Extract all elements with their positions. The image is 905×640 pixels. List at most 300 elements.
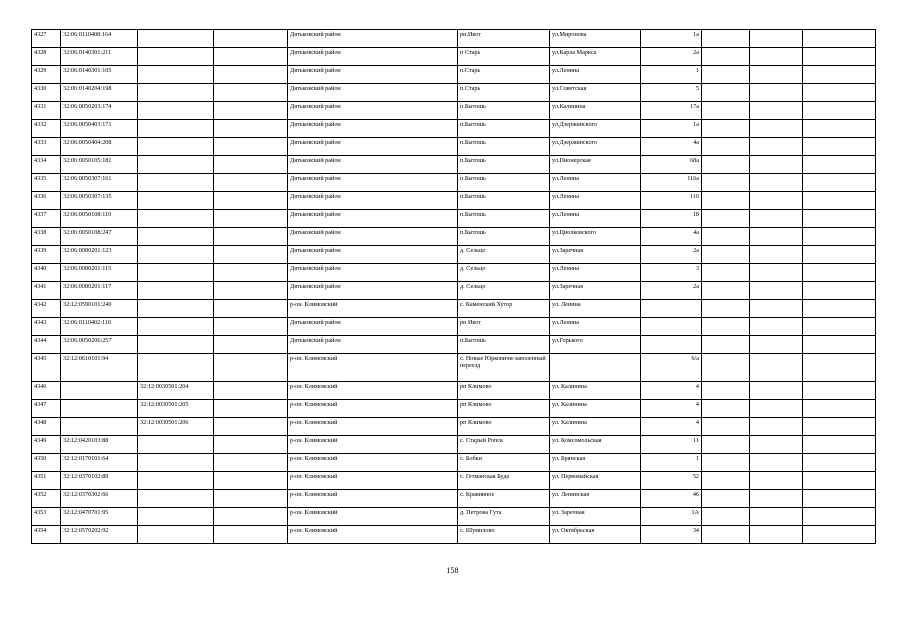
cell-empty xyxy=(214,66,288,84)
cell-empty xyxy=(803,382,876,400)
cell-empty xyxy=(214,508,288,526)
cell-empty xyxy=(803,102,876,120)
cell-street: ул.Ленина xyxy=(550,174,641,192)
cell-street: ул.Ленина xyxy=(550,210,641,228)
cell-cadastral-number-alt xyxy=(138,282,214,300)
table-row xyxy=(32,246,876,264)
cell-empty xyxy=(803,138,876,156)
property-registry-table xyxy=(31,29,876,544)
table-row xyxy=(32,400,876,418)
cell-row-number: 4345 xyxy=(32,354,61,382)
cell-empty xyxy=(214,30,288,48)
cell-street: ул. Калинина xyxy=(550,418,641,436)
cell-empty xyxy=(803,472,876,490)
cell-cadastral-number-alt xyxy=(138,454,214,472)
cell-empty xyxy=(750,210,803,228)
cell-cadastral-number-alt xyxy=(138,66,214,84)
cell-district: р-он. Климовский xyxy=(288,400,458,418)
cell-cadastral-number: 32:06:0050307:161 xyxy=(61,174,138,192)
cell-locality: п.Бытошь xyxy=(458,156,550,174)
cell-empty xyxy=(214,156,288,174)
table-row xyxy=(32,490,876,508)
cell-cadastral-number-alt xyxy=(138,264,214,282)
cell-empty xyxy=(702,508,750,526)
cell-empty xyxy=(214,300,288,318)
cell-cadastral-number-alt xyxy=(138,156,214,174)
cell-empty xyxy=(214,48,288,66)
cell-cadastral-number xyxy=(61,400,138,418)
cell-locality: п.Бытошь xyxy=(458,336,550,354)
cell-row-number: 4353 xyxy=(32,508,61,526)
cell-empty xyxy=(214,228,288,246)
cell-empty xyxy=(750,102,803,120)
cell-street: ул.Пионерская xyxy=(550,156,641,174)
table-row xyxy=(32,508,876,526)
cell-empty xyxy=(750,174,803,192)
cell-empty xyxy=(803,174,876,192)
table-row xyxy=(32,228,876,246)
cell-locality: д. Сельцо xyxy=(458,282,550,300)
cell-empty xyxy=(702,30,750,48)
cell-empty xyxy=(214,192,288,210)
cell-empty xyxy=(750,48,803,66)
cell-cadastral-number-alt xyxy=(138,228,214,246)
cell-locality: д. Петрова Гута xyxy=(458,508,550,526)
cell-locality: с. Гетманская Буда xyxy=(458,472,550,490)
cell-house-number xyxy=(641,318,702,336)
table-row xyxy=(32,418,876,436)
table-row xyxy=(32,210,876,228)
cell-row-number: 4339 xyxy=(32,246,61,264)
cell-empty xyxy=(750,336,803,354)
cell-empty xyxy=(750,30,803,48)
cell-empty xyxy=(214,318,288,336)
cell-empty xyxy=(803,156,876,174)
table-row xyxy=(32,156,876,174)
table-row xyxy=(32,454,876,472)
cell-empty xyxy=(750,120,803,138)
cell-cadastral-number: 32:06:0050108:110 xyxy=(61,210,138,228)
cell-empty xyxy=(214,436,288,454)
cell-cadastral-number: 32:06:0050403:171 xyxy=(61,120,138,138)
cell-empty xyxy=(214,336,288,354)
cell-locality: п Старь xyxy=(458,48,550,66)
cell-street: ул. Калинина xyxy=(550,382,641,400)
cell-district: Дятьковский район xyxy=(288,336,458,354)
cell-street: ул. Комсомольская xyxy=(550,436,641,454)
cell-empty xyxy=(702,192,750,210)
table-row xyxy=(32,120,876,138)
cell-cadastral-number-alt xyxy=(138,526,214,544)
cell-empty xyxy=(750,300,803,318)
table-row xyxy=(32,174,876,192)
cell-house-number: 116 xyxy=(641,192,702,210)
cell-house-number: 3 xyxy=(641,264,702,282)
cell-row-number: 4342 xyxy=(32,300,61,318)
cell-empty xyxy=(803,400,876,418)
cell-cadastral-number-alt xyxy=(138,318,214,336)
cell-cadastral-number-alt xyxy=(138,336,214,354)
cell-house-number xyxy=(641,336,702,354)
cell-cadastral-number-alt xyxy=(138,120,214,138)
cell-district: Дятьковский район xyxy=(288,318,458,336)
cell-row-number: 4354 xyxy=(32,526,61,544)
cell-street: ул.Ленина xyxy=(550,318,641,336)
cell-street: ул.Калинина xyxy=(550,102,641,120)
cell-locality: рп.Ивот xyxy=(458,30,550,48)
cell-empty xyxy=(803,282,876,300)
cell-district: р-он. Климовский xyxy=(288,454,458,472)
cell-district: р-он. Климовский xyxy=(288,382,458,400)
table-row xyxy=(32,30,876,48)
cell-row-number: 4331 xyxy=(32,102,61,120)
cell-house-number: 4 xyxy=(641,382,702,400)
cell-empty xyxy=(750,318,803,336)
cell-empty xyxy=(750,282,803,300)
cell-cadastral-number-alt: 32:12:0030501:205 xyxy=(138,400,214,418)
cell-house-number: 68а xyxy=(641,156,702,174)
cell-empty xyxy=(750,436,803,454)
table-row xyxy=(32,472,876,490)
cell-cadastral-number: 32:06:0050203:174 xyxy=(61,102,138,120)
cell-house-number: 4 xyxy=(641,400,702,418)
cell-cadastral-number: 32:12:0420103:88 xyxy=(61,436,138,454)
cell-street: ул. Октябрьская xyxy=(550,526,641,544)
cell-empty xyxy=(702,174,750,192)
cell-district: Дятьковский район xyxy=(288,102,458,120)
cell-row-number: 4335 xyxy=(32,174,61,192)
cell-empty xyxy=(803,354,876,382)
cell-locality: рп Ивот xyxy=(458,318,550,336)
cell-house-number: 1А xyxy=(641,508,702,526)
cell-cadastral-number-alt xyxy=(138,436,214,454)
cell-cadastral-number: 32:06:0050105:181 xyxy=(61,156,138,174)
table-row xyxy=(32,436,876,454)
cell-district: Дятьковский район xyxy=(288,30,458,48)
cell-empty xyxy=(803,84,876,102)
cell-house-number: 1 xyxy=(641,66,702,84)
cell-empty xyxy=(803,508,876,526)
cell-house-number: 2а xyxy=(641,246,702,264)
cell-empty xyxy=(214,400,288,418)
cell-street: ул.Заречная xyxy=(550,282,641,300)
cell-empty xyxy=(214,120,288,138)
cell-locality: п.Бытошь xyxy=(458,192,550,210)
cell-cadastral-number: 32:06:0050206:257 xyxy=(61,336,138,354)
cell-locality: с. Шумилово xyxy=(458,526,550,544)
cell-empty xyxy=(750,192,803,210)
cell-empty xyxy=(702,400,750,418)
cell-empty xyxy=(702,472,750,490)
table-row xyxy=(32,192,876,210)
cell-district: р-он. Климовский xyxy=(288,490,458,508)
cell-empty xyxy=(750,472,803,490)
cell-street: ул. Заречная xyxy=(550,508,641,526)
cell-row-number: 4346 xyxy=(32,382,61,400)
cell-cadastral-number: 32:12:0370102:89 xyxy=(61,472,138,490)
cell-cadastral-number-alt xyxy=(138,300,214,318)
cell-empty xyxy=(702,228,750,246)
cell-empty xyxy=(214,282,288,300)
cell-empty xyxy=(750,400,803,418)
cell-cadastral-number-alt xyxy=(138,472,214,490)
cell-empty xyxy=(750,508,803,526)
cell-district: р-он. Климовский xyxy=(288,508,458,526)
cell-row-number: 4330 xyxy=(32,84,61,102)
cell-street: ул.Дзержинского xyxy=(550,138,641,156)
cell-empty xyxy=(803,66,876,84)
cell-cadastral-number: 32:12:0170101:64 xyxy=(61,454,138,472)
cell-empty xyxy=(702,490,750,508)
cell-empty xyxy=(803,192,876,210)
cell-empty xyxy=(803,418,876,436)
cell-cadastral-number-alt xyxy=(138,354,214,382)
cell-row-number: 4347 xyxy=(32,400,61,418)
cell-locality: с. Кравивное xyxy=(458,490,550,508)
cell-district: Дятьковский район xyxy=(288,246,458,264)
cell-empty xyxy=(803,228,876,246)
cell-empty xyxy=(803,336,876,354)
cell-locality: с. Новые Юрковичи-заволенный переезд xyxy=(458,354,550,382)
cell-empty xyxy=(750,66,803,84)
cell-district: Дятьковский район xyxy=(288,282,458,300)
table-row xyxy=(32,382,876,400)
cell-cadastral-number: 32:06:0080201:115 xyxy=(61,264,138,282)
cell-empty xyxy=(214,472,288,490)
cell-row-number: 4338 xyxy=(32,228,61,246)
cell-cadastral-number-alt xyxy=(138,48,214,66)
cell-district: Дятьковский район xyxy=(288,156,458,174)
cell-locality: п.Старь xyxy=(458,84,550,102)
cell-street: ул. Калинина xyxy=(550,400,641,418)
cell-street: ул.Ленина xyxy=(550,66,641,84)
cell-row-number: 4348 xyxy=(32,418,61,436)
cell-district: Дятьковский район xyxy=(288,174,458,192)
table-body xyxy=(32,30,876,544)
cell-cadastral-number: 32:06:0140301:211 xyxy=(61,48,138,66)
cell-empty xyxy=(750,138,803,156)
cell-district: Дятьковский район xyxy=(288,66,458,84)
table-row xyxy=(32,526,876,544)
cell-empty xyxy=(702,382,750,400)
cell-street: ул.Горького xyxy=(550,336,641,354)
cell-cadastral-number: 32:12:0570202:92 xyxy=(61,526,138,544)
cell-locality: с. Старый Ропск xyxy=(458,436,550,454)
cell-district: р-он. Климовский xyxy=(288,472,458,490)
cell-cadastral-number xyxy=(61,418,138,436)
cell-street: ул.Карла Маркса xyxy=(550,48,641,66)
cell-empty xyxy=(702,318,750,336)
cell-empty xyxy=(214,102,288,120)
cell-locality: п.Бытошь xyxy=(458,174,550,192)
cell-locality: с. Бобки xyxy=(458,454,550,472)
cell-row-number: 4332 xyxy=(32,120,61,138)
table-row xyxy=(32,318,876,336)
cell-empty xyxy=(214,382,288,400)
cell-empty xyxy=(214,418,288,436)
cell-cadastral-number: 32:06:0080201:123 xyxy=(61,246,138,264)
table-row xyxy=(32,84,876,102)
cell-house-number: 46 xyxy=(641,490,702,508)
cell-house-number: 1 xyxy=(641,454,702,472)
cell-row-number: 4343 xyxy=(32,318,61,336)
cell-house-number: 2а xyxy=(641,48,702,66)
cell-street: ул. Первомайская xyxy=(550,472,641,490)
table-row xyxy=(32,354,876,382)
cell-cadastral-number-alt xyxy=(138,174,214,192)
cell-row-number: 4329 xyxy=(32,66,61,84)
cell-empty xyxy=(702,246,750,264)
cell-empty xyxy=(214,138,288,156)
cell-house-number: 116а xyxy=(641,174,702,192)
cell-street: ул.Миронова xyxy=(550,30,641,48)
cell-empty xyxy=(803,264,876,282)
cell-empty xyxy=(214,174,288,192)
cell-locality: п.Бытошь xyxy=(458,138,550,156)
cell-cadastral-number: 32:06:0110408:164 xyxy=(61,30,138,48)
cell-row-number: 4351 xyxy=(32,472,61,490)
cell-empty xyxy=(702,300,750,318)
cell-empty xyxy=(702,156,750,174)
cell-house-number: 5 xyxy=(641,84,702,102)
cell-empty xyxy=(702,66,750,84)
cell-locality: п.Старь xyxy=(458,66,550,84)
cell-locality: п.Бытошь xyxy=(458,102,550,120)
cell-empty xyxy=(702,138,750,156)
cell-empty xyxy=(803,30,876,48)
cell-row-number: 4328 xyxy=(32,48,61,66)
cell-cadastral-number-alt xyxy=(138,30,214,48)
table-row xyxy=(32,102,876,120)
table-row xyxy=(32,48,876,66)
cell-house-number: 18 xyxy=(641,210,702,228)
cell-empty xyxy=(214,454,288,472)
cell-cadastral-number-alt xyxy=(138,102,214,120)
cell-district: р-он. Климовский xyxy=(288,354,458,382)
cell-cadastral-number-alt: 32:12:0030501:204 xyxy=(138,382,214,400)
table-row xyxy=(32,282,876,300)
table-row xyxy=(32,138,876,156)
cell-row-number: 4333 xyxy=(32,138,61,156)
cell-district: Дятьковский район xyxy=(288,138,458,156)
cell-district: Дятьковский район xyxy=(288,228,458,246)
cell-house-number: 1а xyxy=(641,120,702,138)
cell-street: ул.Ленина xyxy=(550,192,641,210)
cell-empty xyxy=(702,526,750,544)
cell-row-number: 4352 xyxy=(32,490,61,508)
cell-empty xyxy=(702,210,750,228)
cell-house-number: 4а xyxy=(641,228,702,246)
cell-row-number: 4336 xyxy=(32,192,61,210)
cell-empty xyxy=(750,354,803,382)
cell-empty xyxy=(750,264,803,282)
cell-empty xyxy=(750,454,803,472)
cell-empty xyxy=(702,454,750,472)
cell-street: ул.Советская xyxy=(550,84,641,102)
cell-empty xyxy=(702,264,750,282)
cell-row-number: 4334 xyxy=(32,156,61,174)
cell-empty xyxy=(803,120,876,138)
cell-cadastral-number-alt: 32:12:0030501:206 xyxy=(138,418,214,436)
cell-street: ул. Ленинская xyxy=(550,490,641,508)
cell-row-number: 4349 xyxy=(32,436,61,454)
cell-locality: рп Климово xyxy=(458,418,550,436)
cell-empty xyxy=(750,156,803,174)
cell-empty xyxy=(803,300,876,318)
cell-locality: рп Климово xyxy=(458,400,550,418)
cell-empty xyxy=(750,418,803,436)
cell-cadastral-number-alt xyxy=(138,210,214,228)
cell-empty xyxy=(803,490,876,508)
cell-cadastral-number xyxy=(61,382,138,400)
cell-empty xyxy=(214,490,288,508)
cell-locality: п.Бытошь xyxy=(458,120,550,138)
cell-empty xyxy=(214,84,288,102)
cell-street: ул. Ленина xyxy=(550,300,641,318)
cell-cadastral-number: 32:06:0050404:208 xyxy=(61,138,138,156)
cell-house-number: 11 xyxy=(641,436,702,454)
cell-cadastral-number: 32:06:0050307:135 xyxy=(61,192,138,210)
table-row xyxy=(32,66,876,84)
cell-empty xyxy=(803,246,876,264)
cell-house-number: 17а xyxy=(641,102,702,120)
cell-cadastral-number-alt xyxy=(138,508,214,526)
cell-cadastral-number: 32:06:0050108:247 xyxy=(61,228,138,246)
cell-house-number xyxy=(641,300,702,318)
cell-district: Дятьковский район xyxy=(288,48,458,66)
cell-street: ул.Дзержинского xyxy=(550,120,641,138)
cell-district: Дятьковский район xyxy=(288,264,458,282)
page-number: 158 xyxy=(446,566,459,575)
cell-empty xyxy=(750,526,803,544)
cell-house-number: 52 xyxy=(641,472,702,490)
cell-empty xyxy=(803,48,876,66)
cell-empty xyxy=(750,84,803,102)
cell-row-number: 4350 xyxy=(32,454,61,472)
cell-empty xyxy=(803,210,876,228)
cell-street: ул.Ленина xyxy=(550,264,641,282)
table-row xyxy=(32,264,876,282)
table-row xyxy=(32,300,876,318)
cell-street: ул.Заречная xyxy=(550,246,641,264)
cell-row-number: 4340 xyxy=(32,264,61,282)
cell-empty xyxy=(750,228,803,246)
cell-empty xyxy=(803,454,876,472)
cell-empty xyxy=(214,210,288,228)
cell-district: Дятьковский район xyxy=(288,84,458,102)
cell-empty xyxy=(750,490,803,508)
cell-empty xyxy=(214,246,288,264)
cell-cadastral-number: 32:12:0590101:240 xyxy=(61,300,138,318)
cell-district: Дятьковский район xyxy=(288,192,458,210)
cell-locality: п.Бытошь xyxy=(458,210,550,228)
cell-empty xyxy=(803,318,876,336)
cell-district: р-он. Климовский xyxy=(288,436,458,454)
cell-locality: с. Каменский Хутор xyxy=(458,300,550,318)
cell-house-number: 4а xyxy=(641,138,702,156)
cell-row-number: 4337 xyxy=(32,210,61,228)
cell-district: р-он. Климовский xyxy=(288,526,458,544)
cell-cadastral-number-alt xyxy=(138,192,214,210)
cell-row-number: 4327 xyxy=(32,30,61,48)
cell-cadastral-number: 32:12:0610101:94 xyxy=(61,354,138,382)
cell-locality: п.Бытошь xyxy=(458,228,550,246)
cell-street: ул. Брянская xyxy=(550,454,641,472)
cell-locality: рп Климово xyxy=(458,382,550,400)
cell-locality: д. Сельцо xyxy=(458,264,550,282)
cell-cadastral-number-alt xyxy=(138,246,214,264)
cell-empty xyxy=(214,264,288,282)
